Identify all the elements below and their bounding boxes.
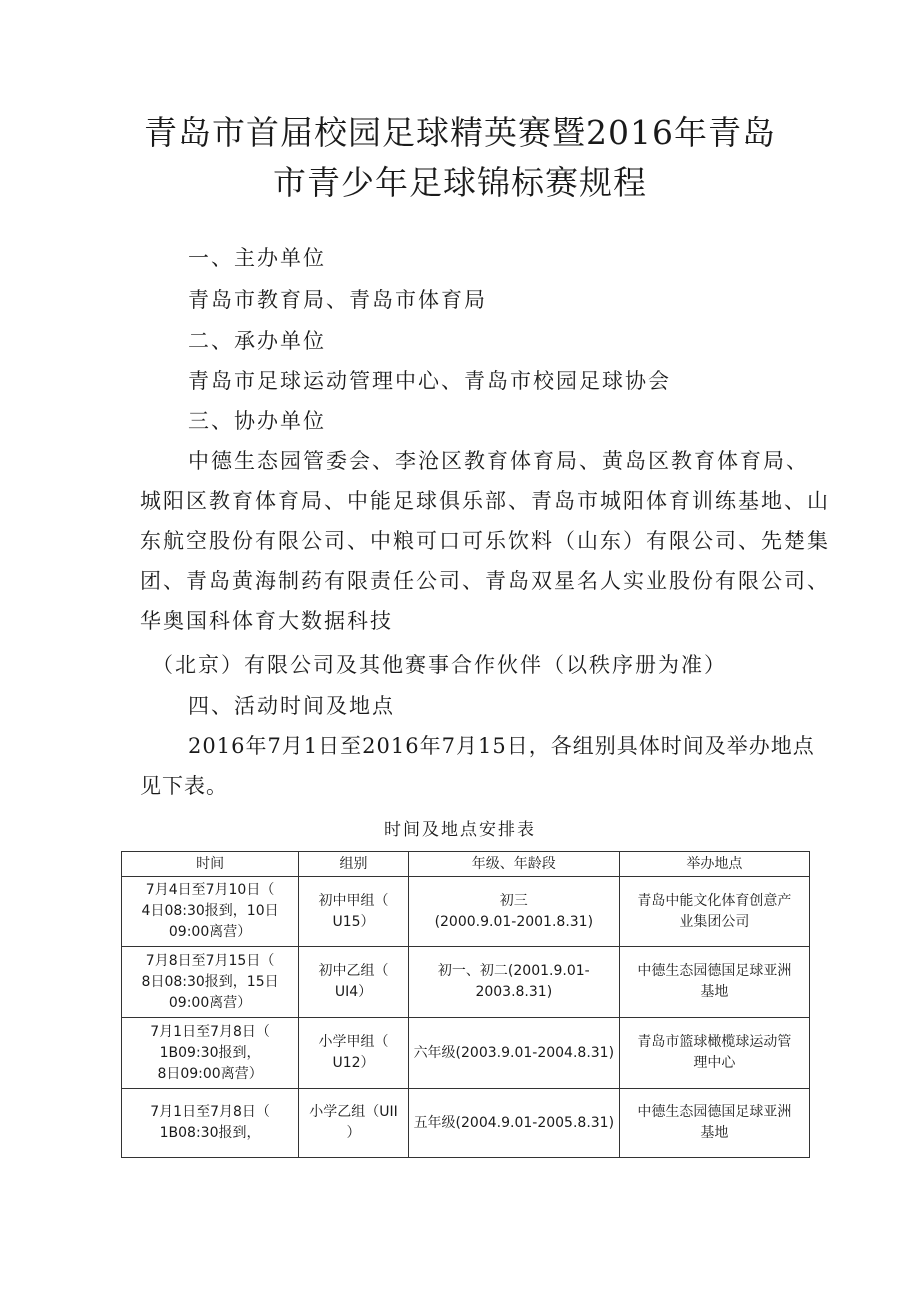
time-cell-line: 7月1日至7月8日（ <box>150 1023 270 1040</box>
group-cell-line: 小学甲组（ <box>318 1034 389 1050</box>
venue-cell <box>619 877 809 947</box>
venue-cell-line: 青岛市篮球橄榄球运动管 <box>637 1034 792 1050</box>
grade-cell <box>408 877 619 947</box>
time-cell-line: 8日09:00离营） <box>157 1065 263 1082</box>
table-row <box>122 877 810 947</box>
table-caption: 时间及地点安排表 <box>384 820 536 840</box>
grade-cell <box>408 1018 619 1089</box>
venue-cell-line: 青岛中能文化体育创意产 <box>637 892 792 909</box>
venue-cell-line: 基地 <box>700 1125 729 1141</box>
time-cell-line: 4日08:30报到，10日 <box>141 903 279 919</box>
section-1-body: 青岛市教育局、青岛市体育局 <box>188 288 487 312</box>
time-cell-line: 7月4日至7月10日（ <box>145 882 275 898</box>
venue-cell <box>619 947 809 1018</box>
table-row <box>122 1089 810 1158</box>
table-header-row <box>122 852 810 877</box>
venue-cell <box>619 1089 809 1158</box>
grade-cell-line: 初一、初二(2001.9.01- <box>437 963 590 979</box>
grade-cell-line: (2000.9.01-2001.8.31) <box>434 913 594 930</box>
venue-cell-line: 中德生态园德国足球亚洲 <box>637 963 792 979</box>
group-cell-line: U15） <box>332 913 375 930</box>
time-cell <box>122 947 299 1018</box>
group-cell-line: 小学乙组（UII <box>309 1104 398 1120</box>
time-cell-line: 1B08:30报到， <box>159 1125 261 1141</box>
time-cell-line: 09:00离营） <box>168 924 252 940</box>
group-cell-line: ） <box>346 1125 361 1141</box>
venue-cell <box>619 1018 809 1089</box>
grade-cell <box>408 947 619 1018</box>
grade-cell <box>408 1089 619 1158</box>
grade-cell-line: 五年级(2004.9.01-2005.8.31) <box>413 1114 615 1131</box>
time-cell-line: 7月8日至7月15日（ <box>145 952 275 969</box>
document-title <box>0 108 920 208</box>
title-line-2: 市青少年足球锦标赛规程 <box>273 163 647 202</box>
header-venue: 举办地点 <box>619 852 809 877</box>
table-row <box>122 1018 810 1089</box>
group-cell-line: U12） <box>332 1055 375 1071</box>
group-cell <box>299 1018 409 1089</box>
section-2-body: 青岛市足球运动管理中心、青岛市校园足球协会 <box>188 369 671 393</box>
time-cell-line: 7月1日至7月8日（ <box>150 1104 270 1120</box>
section-2-heading: 二、承办单位 <box>188 329 326 353</box>
time-cell <box>122 877 299 947</box>
grade-cell-line: 六年级(2003.9.01-2004.8.31) <box>413 1044 615 1061</box>
venue-cell-line: 理中心 <box>693 1055 736 1071</box>
section-4-body: 2016年7月1日至2016年7月15日，各组别具体时间及举办地点见下表。 <box>140 734 815 798</box>
header-group: 组别 <box>299 852 409 877</box>
time-cell <box>122 1018 299 1089</box>
venue-cell-line: 基地 <box>700 984 729 1000</box>
time-cell <box>122 1089 299 1158</box>
grade-cell-line: 2003.8.31) <box>475 984 553 1000</box>
section-3-body: 中德生态园管委会、李沧区教育体育局、黄岛区教育体育局、城阳区教育体育局、中能足球俱乐部、青岛市城阳体育训练基地、山东航空股份有限公司、中粮可口可乐饮料（山东）有限公司、先楚集团、青岛黄海制药有限责任公司、青岛双星名人实业股份有限公司、华奥国科体育大数据科技 <box>140 449 830 633</box>
group-cell-line: 初中甲组（ <box>318 892 389 909</box>
group-cell <box>299 877 409 947</box>
time-cell-line: 8日08:30报到，15日 <box>141 973 279 990</box>
group-cell <box>299 1089 409 1158</box>
schedule-table <box>121 851 810 1158</box>
title-line-1: 青岛市首届校园足球精英赛暨2016年青岛 <box>144 113 776 152</box>
grade-cell-line: 初三 <box>499 892 528 909</box>
section-4-heading: 四、活动时间及地点 <box>188 694 395 718</box>
header-time: 时间 <box>122 852 299 877</box>
time-cell-line: 09:00离营） <box>168 994 252 1011</box>
venue-cell-line: 中德生态园德国足球亚洲 <box>637 1104 792 1120</box>
time-cell-line: 1B09:30报到， <box>159 1044 261 1061</box>
section-3-heading: 三、协办单位 <box>188 409 326 433</box>
section-3-body-continued: （北京）有限公司及其他赛事合作伙伴（以秩序册为准） <box>152 653 727 677</box>
table-body <box>122 877 810 1158</box>
header-grade: 年级、年龄段 <box>408 852 619 877</box>
table-row <box>122 947 810 1018</box>
section-1-heading: 一、主办单位 <box>188 246 326 270</box>
venue-cell-line: 业集团公司 <box>679 913 750 930</box>
group-cell-line: UI4） <box>334 984 373 1000</box>
group-cell <box>299 947 409 1018</box>
group-cell-line: 初中乙组（ <box>318 963 389 979</box>
